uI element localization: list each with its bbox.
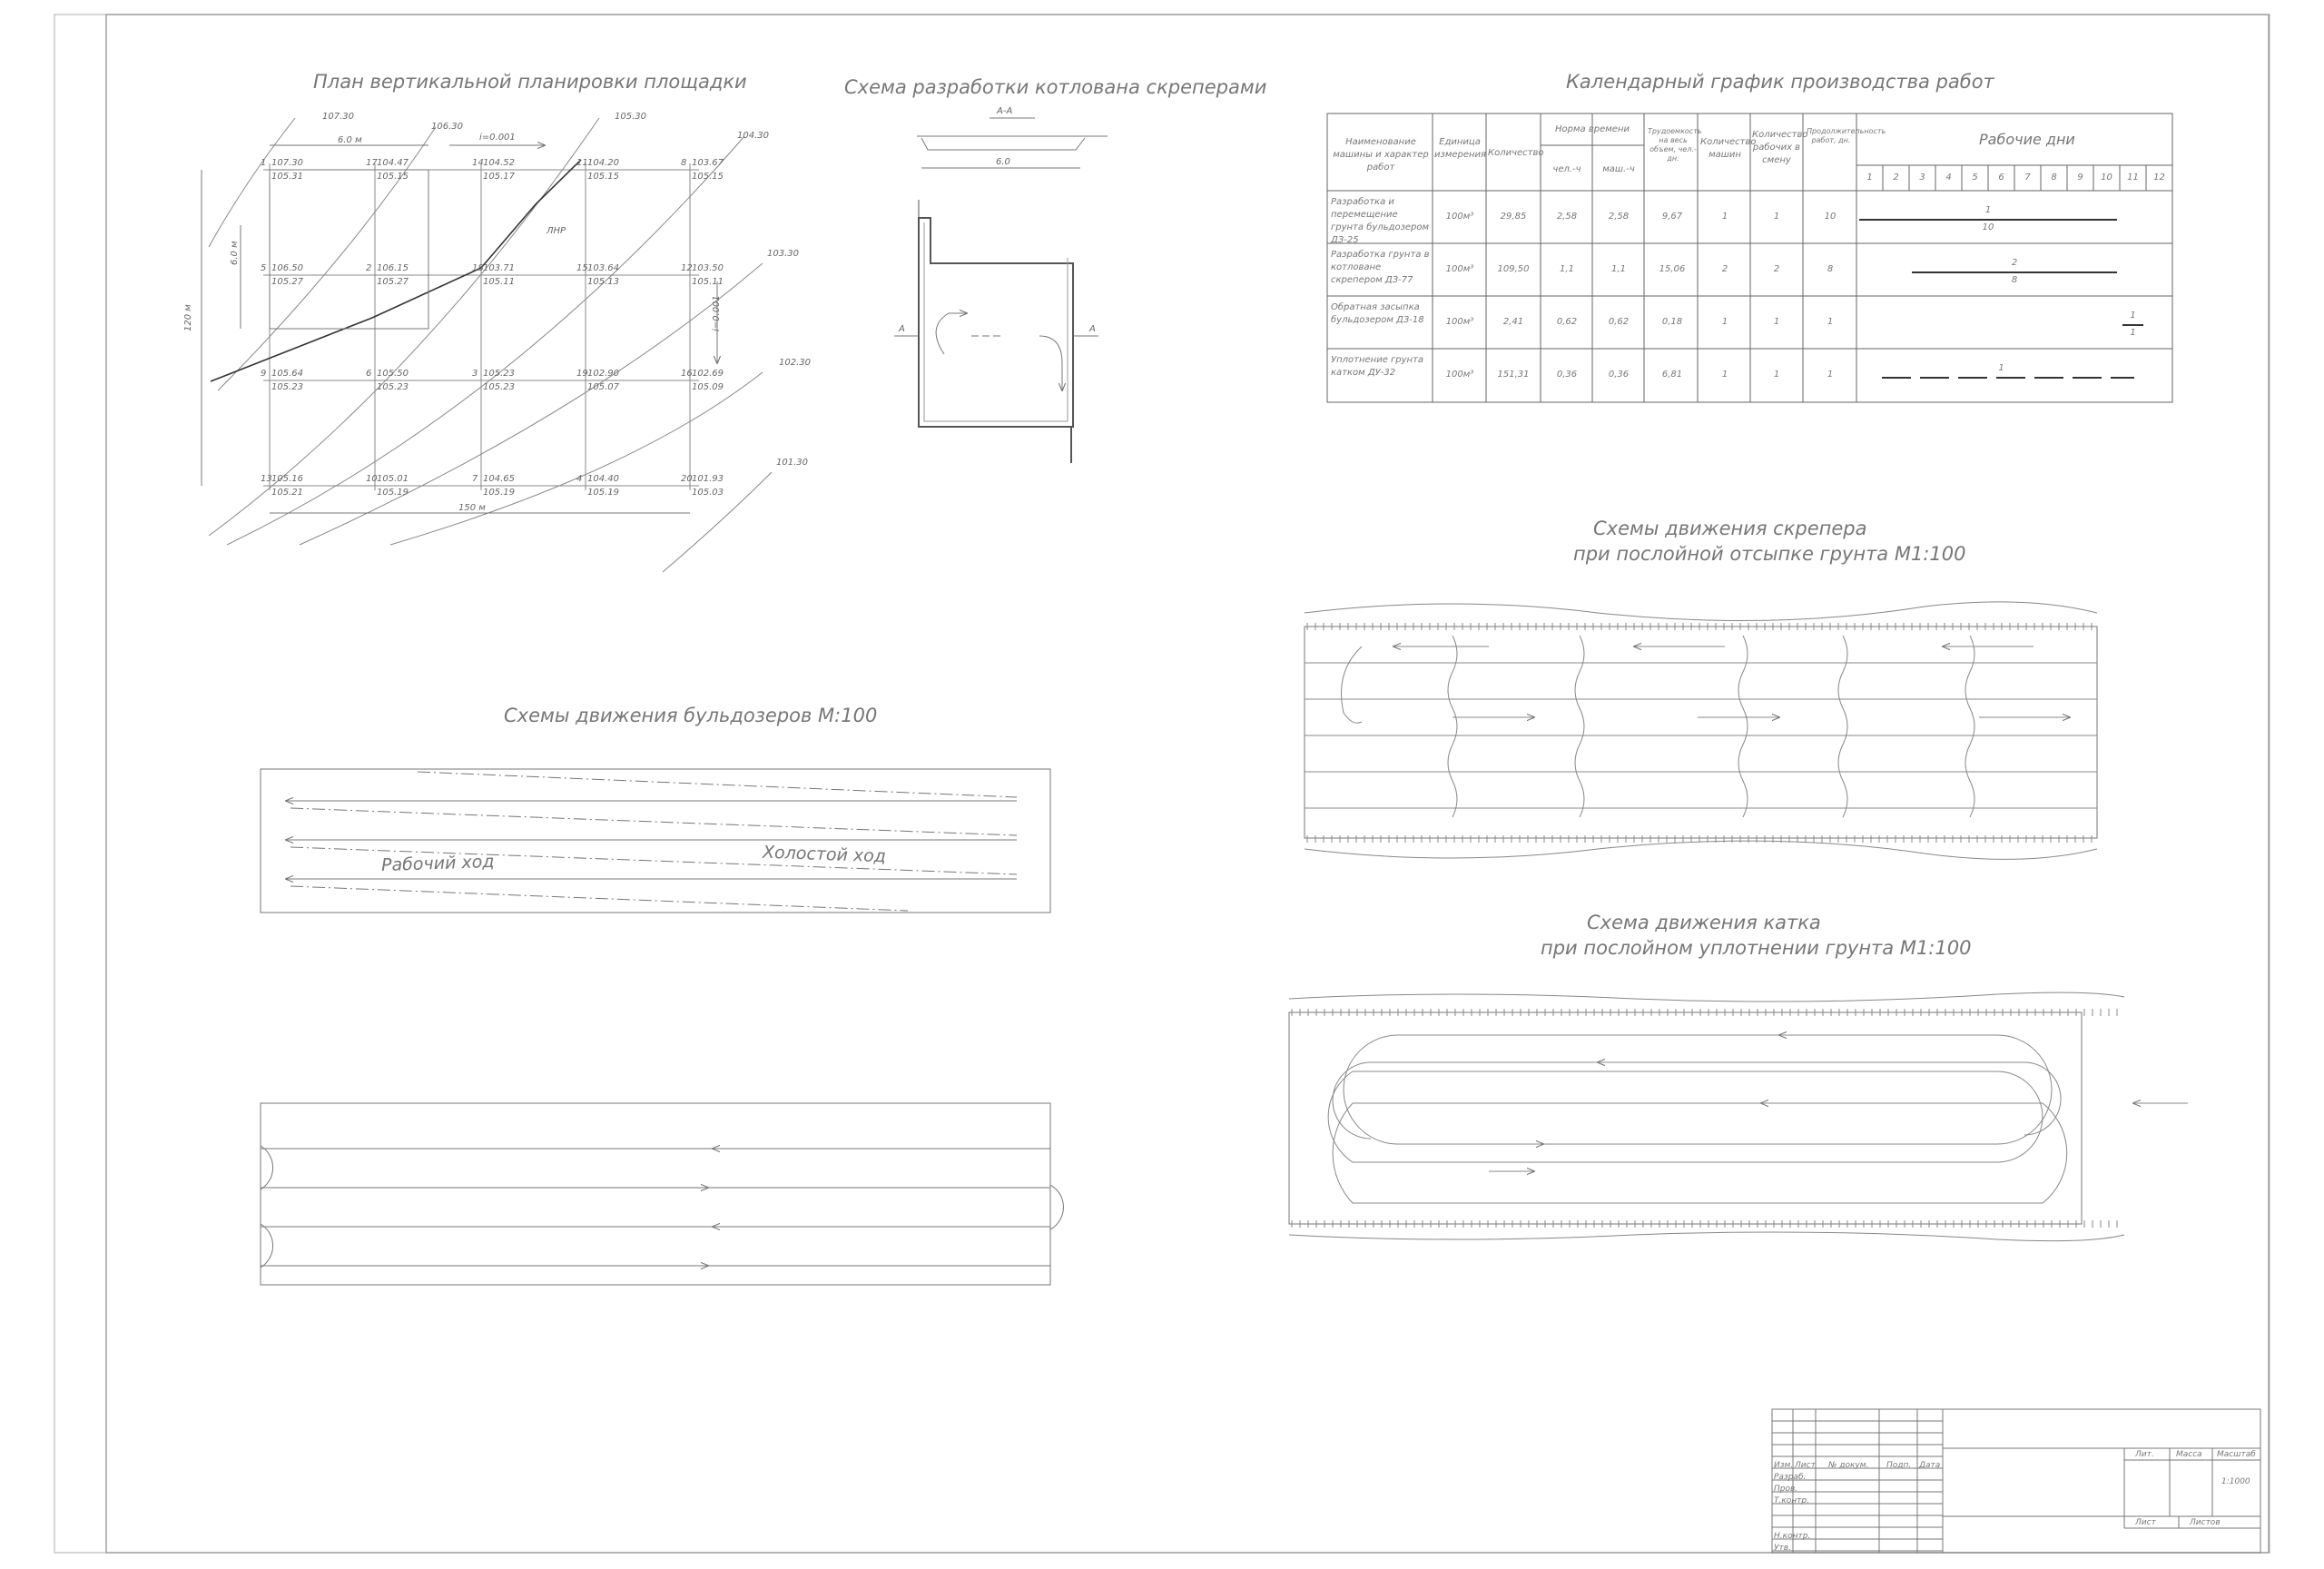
row-duration: 10 xyxy=(1824,212,1837,222)
grid-point-black-mark: 104.52 xyxy=(483,158,515,168)
schedule-title: Календарный график производства работ xyxy=(1566,71,1994,93)
gantt-bar-bottom-label: 8 xyxy=(2011,275,2018,285)
stamp-sheets: Листов xyxy=(2190,1518,2221,1527)
row-name: Разработка грунта в котловане скрепером ДЗ-77 xyxy=(1331,250,1430,285)
row-unit: 100м³ xyxy=(1445,370,1474,380)
grid-point-number: 14 xyxy=(472,158,484,168)
roller-title-2: при послойном уплотнении грунта М1:100 xyxy=(1541,937,1972,959)
grid-point-black-mark: 105.16 xyxy=(271,474,303,484)
row-norm-machine: 0,62 xyxy=(1608,317,1630,327)
stamp-role: Пров. xyxy=(1774,1485,1798,1494)
drawing-frame xyxy=(106,15,2269,1553)
cell-height-label: 6.0 м xyxy=(230,241,240,265)
row-labor: 15,06 xyxy=(1659,264,1686,274)
scraper-frame xyxy=(1305,627,2097,838)
grid-point-red-mark: 105.23 xyxy=(483,382,515,392)
grid-point-black-mark: 104.40 xyxy=(587,474,619,484)
row-name: Разработка и перемещение грунта бульдозером ДЗ-25 xyxy=(1331,197,1430,245)
grid-point-red-mark: 105.31 xyxy=(271,172,303,182)
idle-pass-4 xyxy=(290,886,908,911)
header-norm-people: чел.-ч xyxy=(1552,164,1581,174)
header-labor: Трудоемкость на весь объем, чел.-дн. xyxy=(1648,127,1702,163)
grid-point-number: 9 xyxy=(261,369,267,379)
sheet-border xyxy=(54,15,2270,1553)
day-number: 1 xyxy=(1866,173,1873,183)
gantt-bar-top-label: 1 xyxy=(1984,205,1992,215)
scraper-title-1: Схемы движения скрепера xyxy=(1593,518,1867,539)
contour-label-4: 104.30 xyxy=(737,131,769,141)
grid-point-number: 12 xyxy=(681,263,693,273)
contour-label-3: 105.30 xyxy=(615,112,646,122)
bulldozer-scheme xyxy=(261,769,1050,913)
slope-y-label: i=0.001 xyxy=(712,295,722,331)
gantt-bar-top-label: 1 xyxy=(1998,363,2004,373)
site-plan xyxy=(202,118,772,572)
day-number: 4 xyxy=(1945,173,1952,183)
row-labor: 6,81 xyxy=(1661,370,1683,380)
row-norm-machine: 0,36 xyxy=(1608,370,1630,380)
grid-point-red-mark: 105.07 xyxy=(587,382,619,392)
day-number: 6 xyxy=(1998,173,2004,183)
grid-point-red-mark: 105.23 xyxy=(271,382,303,392)
row-qty: 29,85 xyxy=(1500,212,1527,222)
roller-ticks xyxy=(1292,1009,2117,1228)
row-norm-people: 1,1 xyxy=(1560,264,1574,274)
scraper-title-2: при послойной отсыпке грунта М1:100 xyxy=(1573,543,1966,565)
row-norm-people: 0,36 xyxy=(1556,370,1578,380)
grid-point-number: 7 xyxy=(472,474,478,484)
scraper-ticks xyxy=(1307,623,2092,843)
roller-bottom-wave xyxy=(1289,1232,2124,1241)
bulldozer-title: Схемы движения бульдозеров М:100 xyxy=(504,705,878,726)
section-dim-label: 6.0 xyxy=(996,157,1010,167)
row-workers: 1 xyxy=(1773,212,1780,222)
stamp-role: Т.контр. xyxy=(1774,1496,1810,1505)
grid-point-number: 17 xyxy=(366,158,378,168)
stamp-col-header: Подп. xyxy=(1886,1461,1912,1470)
grid-point-number: 13 xyxy=(261,474,272,484)
excavation-outline xyxy=(270,170,428,329)
stamp-scale-value: 1:1000 xyxy=(2221,1477,2250,1486)
day-number: 2 xyxy=(1893,173,1899,183)
section-profile xyxy=(921,138,1085,150)
turn-right-1 xyxy=(1050,1185,1063,1229)
day-number: 12 xyxy=(2153,173,2165,183)
row-norm-machine: 2,58 xyxy=(1608,212,1630,222)
row-labor: 0,18 xyxy=(1661,317,1683,327)
turn-left-2 xyxy=(261,1224,273,1268)
grid-point-black-mark: 101.93 xyxy=(692,474,724,484)
grid-point-red-mark: 105.03 xyxy=(692,488,724,498)
grid-point-black-mark: 104.65 xyxy=(483,474,515,484)
grid-point-black-mark: 106.15 xyxy=(377,263,409,273)
row-name: Уплотнение грунта катком ДУ-32 xyxy=(1331,355,1424,378)
roller-loop-4 xyxy=(1333,1103,2067,1203)
stamp-role: Н.контр. xyxy=(1774,1532,1811,1541)
row-qty: 151,31 xyxy=(1497,370,1530,380)
roller-title-1: Схема движения катка xyxy=(1587,912,1821,933)
roller-loop-inner xyxy=(1328,1071,2043,1162)
stamp-col-header: № докум. xyxy=(1828,1461,1869,1470)
scraper-scheme xyxy=(1305,602,2097,860)
grid-point-black-mark: 104.20 xyxy=(587,158,619,168)
day-number: 11 xyxy=(2127,173,2139,183)
stamp-col-header: Изм. xyxy=(1774,1461,1794,1470)
row-machines: 1 xyxy=(1721,370,1728,380)
grid-point-number: 1 xyxy=(261,158,267,168)
row-machines: 2 xyxy=(1721,264,1728,274)
grid-point-black-mark: 105.64 xyxy=(271,369,303,379)
height-label: 120 м xyxy=(183,304,193,331)
bulldozer-frame xyxy=(261,769,1050,913)
contour-line xyxy=(209,118,295,247)
grid-point-black-mark: 106.50 xyxy=(271,263,303,273)
row-norm-people: 2,58 xyxy=(1556,212,1578,222)
grid-point-red-mark: 105.19 xyxy=(483,488,515,498)
grid-point-number: 8 xyxy=(681,158,687,168)
grid-point-red-mark: 105.15 xyxy=(377,172,409,182)
contour-label-7: 101.30 xyxy=(776,458,808,468)
section-mark-a-right: А xyxy=(1089,324,1096,334)
stamp-outer xyxy=(1772,1409,2260,1553)
row-norm-machine: 1,1 xyxy=(1611,264,1626,274)
pit-outline xyxy=(919,218,1073,427)
grid-point-black-mark: 105.23 xyxy=(483,369,515,379)
stamp-scale: Масштаб xyxy=(2217,1450,2256,1459)
grid-point-black-mark: 103.67 xyxy=(692,158,724,168)
grid-point-red-mark: 105.11 xyxy=(483,277,515,287)
grid-point-black-mark: 105.01 xyxy=(377,474,409,484)
grid-point-black-mark: 105.50 xyxy=(377,369,409,379)
turn-left-1 xyxy=(261,1146,273,1189)
day-number: 9 xyxy=(2077,173,2083,183)
plan-title: План вертикальной планировки площадки xyxy=(313,71,747,93)
row-norm-people: 0,62 xyxy=(1556,317,1578,327)
section-label: А-А xyxy=(997,106,1013,116)
roller-top-wave xyxy=(1289,992,2124,1002)
contour-label-2: 106.30 xyxy=(431,122,463,132)
cell-width-label: 6.0 м xyxy=(338,135,362,145)
grid-point-number: 20 xyxy=(681,474,693,484)
grid-point-number: 3 xyxy=(472,369,478,379)
stamp-mass: Масса xyxy=(2176,1450,2202,1459)
section-mark-a-left: А xyxy=(899,324,905,334)
contour-line xyxy=(300,263,763,545)
layer-frame xyxy=(261,1103,1050,1285)
row-duration: 1 xyxy=(1827,317,1834,327)
width-label: 150 м xyxy=(458,503,486,513)
roller-scheme xyxy=(1289,992,2188,1241)
stamp-role: Утв. xyxy=(1774,1544,1791,1553)
day-number: 5 xyxy=(1972,173,1978,183)
idle-pass-2 xyxy=(290,808,1017,835)
gantt-bar-top-label: 1 xyxy=(2130,311,2136,321)
contour-label-1: 107.30 xyxy=(322,112,354,122)
row-duration: 1 xyxy=(1827,370,1834,380)
gantt-bar-top-label: 2 xyxy=(2011,258,2018,268)
day-number: 10 xyxy=(2101,173,2112,183)
grid-point-red-mark: 105.21 xyxy=(271,488,303,498)
roller-frame xyxy=(1289,1012,2082,1224)
row-name: Обратная засыпка бульдозером ДЗ-18 xyxy=(1331,302,1424,325)
row-duration: 8 xyxy=(1827,264,1834,274)
grid-point-red-mark: 105.17 xyxy=(483,172,515,182)
grid-point-number: 5 xyxy=(261,263,267,273)
slope-x-label: i=0.001 xyxy=(479,133,516,143)
grid-point-red-mark: 105.27 xyxy=(271,277,303,287)
day-number: 8 xyxy=(2051,173,2057,183)
grid-point-number: 11 xyxy=(576,158,588,168)
plan-grid xyxy=(263,163,699,490)
grid-point-black-mark: 103.50 xyxy=(692,263,724,273)
grid-point-red-mark: 105.15 xyxy=(692,172,724,182)
idle-pass-label: Холостой ход xyxy=(762,842,887,867)
header-name: Наименование машины и характер работ xyxy=(1333,137,1429,173)
header-days: Рабочие дни xyxy=(1979,131,2075,148)
excavation-title: Схема разработки котлована скреперами xyxy=(844,76,1267,98)
header-machines: Количество машин xyxy=(1700,137,1757,160)
header-workers: Количество рабочих в смену xyxy=(1752,130,1808,165)
row-unit: 100м³ xyxy=(1445,317,1474,327)
stamp-role: Разраб. xyxy=(1774,1473,1807,1482)
contour-label-5: 103.30 xyxy=(767,249,799,259)
header-duration: Продолжительность работ, дн. xyxy=(1807,127,1886,144)
grid-point-red-mark: 105.09 xyxy=(692,382,724,392)
day-number: 7 xyxy=(2024,173,2031,183)
row-qty: 109,50 xyxy=(1497,264,1530,274)
header-norm-machine: маш.-ч xyxy=(1602,164,1635,174)
layer-scheme xyxy=(261,1103,1063,1285)
grid-point-black-mark: 107.30 xyxy=(271,158,303,168)
grid-point-red-mark: 105.11 xyxy=(692,277,724,287)
grid-point-red-mark: 105.23 xyxy=(377,382,409,392)
row-machines: 1 xyxy=(1721,212,1728,222)
row-unit: 100м³ xyxy=(1445,264,1474,274)
idle-pass-1 xyxy=(418,772,1017,797)
excavation-scheme xyxy=(894,118,1108,463)
stamp-sheet: Лист xyxy=(2135,1518,2156,1527)
grid-point-red-mark: 105.15 xyxy=(587,172,619,182)
grid-point-number: 6 xyxy=(366,369,372,379)
stamp-lit: Лит. xyxy=(2135,1450,2154,1459)
grid-point-number: 19 xyxy=(576,369,588,379)
scraper-top-wave xyxy=(1305,602,2097,621)
header-norm: Норма времени xyxy=(1555,124,1630,134)
grid-point-number: 2 xyxy=(366,263,372,273)
stamp-col-header: Дата xyxy=(1919,1461,1941,1470)
scraper-path-left xyxy=(936,313,967,354)
header-unit: Единица измерения xyxy=(1434,137,1487,160)
grid-point-number: 10 xyxy=(366,474,378,484)
pit-inner-outline xyxy=(924,222,1068,421)
row-machines: 1 xyxy=(1721,317,1728,327)
scraper-bottom-wave xyxy=(1305,841,2097,859)
row-qty: 2,41 xyxy=(1502,317,1524,327)
row-workers: 2 xyxy=(1773,264,1780,274)
work-pass-label: Рабочий ход xyxy=(380,851,495,876)
grid-point-black-mark: 103.71 xyxy=(483,263,515,273)
grid-point-number: 15 xyxy=(576,263,588,273)
zero-line-label: ЛНР xyxy=(547,226,566,236)
gantt-bar-bottom-label: 1 xyxy=(2130,328,2136,338)
grid-point-number: 4 xyxy=(576,474,583,484)
roller-loop-mid xyxy=(1333,1062,2061,1139)
row-labor: 9,67 xyxy=(1661,212,1683,222)
scraper-turn xyxy=(1342,646,1363,723)
grid-point-number: 18 xyxy=(472,263,484,273)
grid-point-black-mark: 103.64 xyxy=(587,263,619,273)
grid-point-black-mark: 102.90 xyxy=(587,369,619,379)
grid-point-black-mark: 104.47 xyxy=(377,158,409,168)
grid-point-red-mark: 105.27 xyxy=(377,277,409,287)
grid-point-red-mark: 105.19 xyxy=(587,488,619,498)
grid-point-black-mark: 102.69 xyxy=(692,369,724,379)
contour-label-6: 102.30 xyxy=(779,358,811,368)
row-unit: 100м³ xyxy=(1445,212,1474,222)
row-workers: 1 xyxy=(1773,370,1780,380)
day-number: 3 xyxy=(1919,173,1925,183)
title-block xyxy=(1772,1409,2260,1553)
grid-point-number: 16 xyxy=(681,369,693,379)
roller-loop-outer xyxy=(1344,1035,2052,1144)
scraper-path-right xyxy=(1039,336,1062,390)
row-workers: 1 xyxy=(1773,317,1780,327)
grid-point-red-mark: 105.19 xyxy=(377,488,409,498)
grid-point-red-mark: 105.13 xyxy=(587,277,619,287)
gantt-bar-bottom-label: 10 xyxy=(1982,222,1994,232)
stamp-col-header: Лист xyxy=(1795,1461,1816,1470)
header-qty: Количество xyxy=(1488,148,1544,158)
